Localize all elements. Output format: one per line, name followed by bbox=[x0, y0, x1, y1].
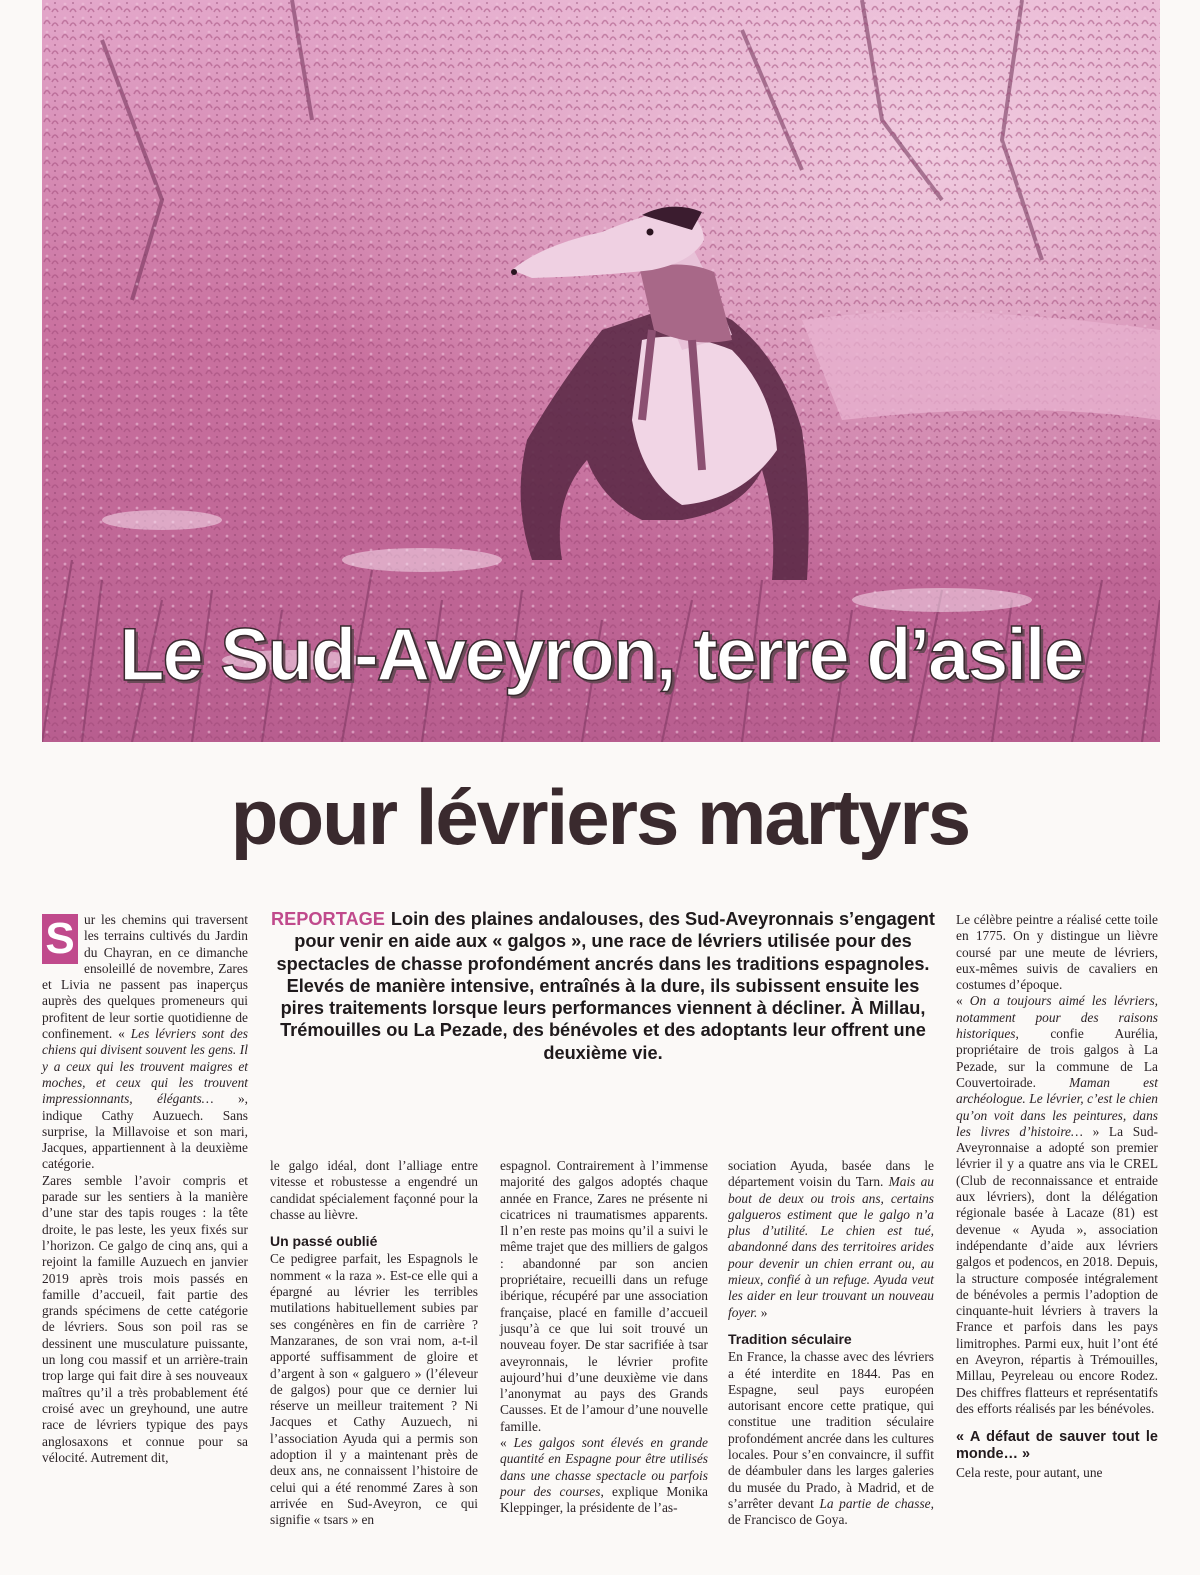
column-1 bbox=[42, 912, 248, 1466]
text-run: » La Sud-Aveyronnaise a adopté son premier lévrier il y a quatre ans via le CREL (Club de reconnaissance et entraide aux lévriers), dont la délégation régionale basée à Lacaze (81) est devenue « Ayuda », association indépendante d’aide aux lévriers galgos et podencos, en 2018. Depuis, la structure composée intégralement de bénévoles a permis l’adoption de cinquante-huit lévriers à travers la France et parfois dans les pays limitrophes. Parmi eux, huit l’ont été en Aveyron, répartis à Trémouilles, Millau, Peyreleau ou encore Rodez. Des chiffres flatteurs et représentatifs des efforts réalisés par les bénévoles. bbox=[956, 1123, 1158, 1416]
quote-italic: Les lévriers sont des chiens qui divisent souvent les gens. Il y a ceux qui les trouvent maigres et moches, et ceux qui les trouvent impressionnants, élégants… bbox=[42, 1026, 248, 1107]
text-run: , explique Monika Kleppinger, la présidente de l’as- bbox=[500, 1483, 708, 1516]
paragraph: le galgo idéal, dont l’alliage entre vitesse et robustesse a engendré un candidat spécialement façonné pour la chasse au lièvre. bbox=[270, 1158, 478, 1222]
text-run: « bbox=[500, 1435, 514, 1451]
paragraph bbox=[500, 1435, 708, 1516]
text-run: », indique Cathy Auzuech. Sans surprise, la Millavoise et son mari, Jacques, appartiennent à la deuxième catégorie. bbox=[42, 1091, 248, 1172]
paragraph: espagnol. Contrairement à l’immense majorité des galgos adoptés chaque année en France, Zares ne présente ni cicatrices ni traumatismes apparents. Il n’en reste pas moins qu’il a suivi le même trajet que des milliers de galgos : abandonné par son ancien propriétaire, recueilli dans un refuge ibérique, récupéré par une association française, placé en famille d’accueil jusqu’à ce que lui soit trouvé un nouveau foyer. De star sacrifiée à tsar aveyronnais, le lévrier profite aujourd’hui d’une deuxième vie dans l’anonymat au pays des Grands Causses. Et de l’amour d’une nouvelle famille. bbox=[500, 1158, 708, 1434]
paragraph: Ce pedigree parfait, les Espagnols le nomment « la raza ». Est-ce elle qui a épargné au lévrier les terribles mutilations habituellement subies par ses congénères en fin de carrière ? Manzaranes, de son vrai nom, a-t-il apporté suffisamment de gloire et d’argent à son « galguero » (l’éleveur de galgos) pour que ce dernier lui réserve un meilleur traitement ? Ni Jacques et Cathy Auzuech, ni l’association Ayuda qui a permis son adoption il y a maintenant près de deux ans, ne connaissent l’histoire de celui qui a été renommé Zares à son arrivée en Sud-Aveyron, ce qui signifie « tsars » en bbox=[270, 1251, 478, 1528]
text-run: ur les chemins qui traversent les terrains cultivés du Jardin du Chayran, en ce dimanche ensoleillé de novembre, Zares et Livia ne passent pas inaperçus auprès des quelques promeneurs qui profitent de leur sortie quotidienne de confinement. « bbox=[42, 912, 248, 1042]
column-2 bbox=[270, 1158, 478, 1529]
quote-italic: Maman est archéologue. Le lévrier, c’est le chien qu’on voit dans les peintures, dans les livres d’histoire… bbox=[956, 1074, 1158, 1139]
text-run: » bbox=[757, 1304, 768, 1320]
paragraph bbox=[42, 912, 248, 1173]
text-run: sociation Ayuda, basée dans le département voisin du Tarn. bbox=[728, 1158, 934, 1190]
text-run: , de Francisco de Goya. bbox=[728, 1495, 934, 1528]
quote-italic: Mais au bout de deux ou trois ans, certains galgueros estiment que le galgo n’a plus d’utilité. Le chien est tué, abandonné dans des territoires arides pour devenir un chien errant ou, au mieux, confié à un refuge. Ayuda veut les aider en leur trouvant un nouveau foyer. bbox=[728, 1174, 934, 1320]
subhead: « A défaut de sauver tout le monde… » bbox=[956, 1429, 1158, 1463]
paragraph bbox=[728, 1349, 934, 1528]
paragraph: Le célèbre peintre a réalisé cette toile en 1775. On y distingue un lièvre coursé par une meute de lévriers, eux-mêmes suivis de cavaliers en costumes d’époque. bbox=[956, 912, 1158, 993]
headline-line2: pour lévriers martyrs bbox=[230, 773, 970, 861]
paragraph bbox=[956, 993, 1158, 1417]
subhead: Tradition séculaire bbox=[728, 1330, 852, 1347]
paragraph: Zares semble l’avoir compris et parade sur les sentiers à la manière d’une star des tapis rouges : la tête droite, le pas leste, les yeux fixés sur l’horizon. Ce galgo de cinq ans, qui a rejoint la famille Auzuech en janvier 2019 après trois mois passés en famille d’accueil, fait partie des grands spécimens de cette catégorie de lévriers. Sous son poil ras se dessinent une musculature puissante, un long cou massif et un arrière-train trop large qui fait dire à ses nouveaux maîtres qu’il a très probablement été croisé avec un greyhound, une autre race de lévriers typique des pays anglosaxons et connue pour sa vélocité. Autrement dit, bbox=[42, 1172, 248, 1465]
paragraph: Cela reste, pour autant, une bbox=[956, 1465, 1103, 1481]
chapo-text: Loin des plaines andalouses, des Sud-Aveyronnais s’engagent pour venir en aide aux « galgos », une race de lévriers utilisée pour des spectacles de chasse profondément ancrés dans les traditions espagnoles. Elevés de manière intensive, entraînés à la dure, ils subissent ensuite les pires traitements lorsque leurs performances viennent à décliner. À Millau, Trémouilles ou La Pezade, des bénévoles et des adoptants leur offrent une deuxième vie. bbox=[276, 909, 935, 1063]
column-4 bbox=[728, 1158, 934, 1529]
text-run: En France, la chasse avec des lévriers a été interdite en 1844. Pas en Espagne, seul pays européen autorisant encore cette pratique, qui constitue une tradition séculaire profondément ancrée dans les cultures locales. Pour s’en convaincre, il suffit de déambuler dans les larges galeries du musée du Prado, à Madrid, et de s’arrêter devant bbox=[728, 1349, 934, 1511]
subhead: Un passé oublié bbox=[270, 1233, 378, 1250]
text-run: , confie Aurélia, propriétaire de trois galgos à La Pezade, sur la commune de La Couvertoirade. bbox=[956, 1026, 1158, 1090]
text-run: « bbox=[956, 993, 970, 1009]
dropcap: S bbox=[42, 914, 78, 964]
kicker-label: REPORTAGE bbox=[271, 909, 385, 929]
column-5 bbox=[956, 912, 1158, 1482]
article-chapo bbox=[270, 908, 936, 1064]
column-3 bbox=[500, 1158, 708, 1517]
paragraph bbox=[728, 1158, 934, 1321]
headline-line1: Le Sud-Aveyron, terre d’asile bbox=[119, 613, 1083, 696]
artwork-title: La partie de chasse bbox=[819, 1495, 931, 1511]
quote-italic: Les galgos sont élevés en grande quantité en Espagne pour être utilisés dans une chasse spectacle ou parfois pour des courses bbox=[500, 1435, 708, 1499]
quote-italic: On a toujours aimé les lévriers, notamment pour des raisons historiques bbox=[956, 993, 1159, 1042]
